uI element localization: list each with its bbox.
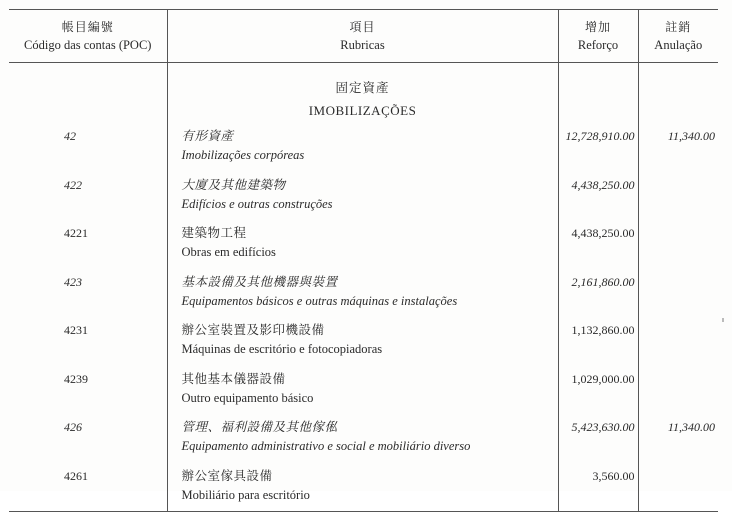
scan-speck (722, 318, 724, 322)
reforco-value: 4,438,250.00 (558, 172, 638, 221)
rubric-cell (167, 123, 558, 172)
table-row (9, 366, 718, 415)
header-anulacao (638, 10, 718, 63)
anulacao-value (638, 366, 718, 415)
header-code (9, 10, 167, 63)
rubric-zh: 辦公室裝置及影印機設備 (181, 323, 325, 337)
anulacao-value (638, 317, 718, 366)
table-row (9, 172, 718, 221)
rubric-pt: Máquinas de escritório e fotocopiadoras (181, 342, 383, 356)
table-row (9, 414, 718, 463)
header-rubric (167, 10, 558, 63)
reforco-value: 2,161,860.00 (558, 269, 638, 318)
section-anulacao-cell (638, 63, 718, 124)
anulacao-value (638, 172, 718, 221)
anulacao-value (638, 269, 718, 318)
anulacao-value (638, 220, 718, 269)
account-code: 4261 (9, 463, 167, 512)
header-row (9, 10, 718, 63)
reforco-value: 1,029,000.00 (558, 366, 638, 415)
section-title-pt: IMOBILIZAÇÕES (308, 102, 417, 118)
reforco-value: 4,438,250.00 (558, 220, 638, 269)
table-row (9, 220, 718, 269)
rubric-cell (167, 366, 558, 415)
section-code-cell (9, 63, 167, 124)
account-code: 42 (64, 129, 76, 143)
rubric-pt: Mobiliário para escritório (181, 487, 310, 502)
rubric-zh: 管理、福利設備及其他傢俬 (181, 420, 338, 434)
rubric-zh: 辦公室傢具設備 (181, 468, 273, 483)
section-title-cell (167, 63, 558, 124)
table-row (9, 269, 718, 318)
header-code-pt: Código das contas (POC) (24, 38, 152, 52)
account-code: 422 (64, 177, 82, 192)
rubric-cell (167, 220, 558, 269)
header-reforco-zh: 增加 (584, 20, 611, 34)
account-code: 4221 (64, 226, 88, 240)
account-code: 423 (64, 274, 82, 289)
section-title-zh: 固定資產 (335, 80, 390, 95)
rubric-pt: Equipamento administrativo e social e mobiliário diverso (181, 439, 471, 453)
rubric-zh: 其他基本儀器設備 (181, 371, 286, 386)
section-row (9, 63, 718, 124)
rubric-zh: 基本設備及其他機器與裝置 (181, 274, 338, 289)
anulacao-value: 11,340.00 (638, 414, 718, 463)
rubric-cell (167, 269, 558, 318)
reforco-value: 12,728,910.00 (558, 123, 638, 172)
rubric-cell (167, 172, 558, 221)
rubric-cell (167, 317, 558, 366)
rubric-zh: 有形資產 (181, 129, 234, 143)
rubric-pt: Obras em edifícios (181, 245, 276, 259)
header-reforco (558, 10, 638, 63)
header-anulacao-zh: 註銷 (665, 20, 692, 34)
rubric-zh: 建築物工程 (181, 226, 247, 240)
rubric-pt: Equipamentos básicos e outras máquinas e instalações (181, 293, 458, 308)
rubric-pt: Imobilizações corpóreas (181, 148, 305, 162)
rubric-cell (167, 414, 558, 463)
rubric-pt: Edifícios e outras construções (181, 196, 333, 211)
account-code: 4231 (64, 323, 88, 337)
anulacao-value: 11,340.00 (638, 123, 718, 172)
rubric-zh: 大廈及其他建築物 (181, 177, 286, 192)
table-row (9, 463, 718, 512)
header-anulacao-pt: Anulação (654, 38, 703, 52)
header-reforco-pt: Reforço (577, 38, 619, 52)
reforco-value: 5,423,630.00 (558, 414, 638, 463)
account-code: 4239 (64, 371, 88, 386)
section-reforco-cell (558, 63, 638, 124)
budget-table (9, 9, 718, 512)
header-code-zh: 帳目編號 (61, 20, 114, 34)
table-row (9, 123, 718, 172)
account-code: 426 (64, 420, 82, 434)
rubric-pt: Outro equipamento básico (181, 390, 314, 405)
table-row (9, 317, 718, 366)
reforco-value: 1,132,860.00 (558, 317, 638, 366)
header-rubric-zh: 項目 (349, 20, 376, 34)
rubric-cell (167, 463, 558, 512)
header-rubric-pt: Rubricas (340, 38, 385, 52)
reforco-value: 3,560.00 (558, 463, 638, 512)
anulacao-value (638, 463, 718, 512)
